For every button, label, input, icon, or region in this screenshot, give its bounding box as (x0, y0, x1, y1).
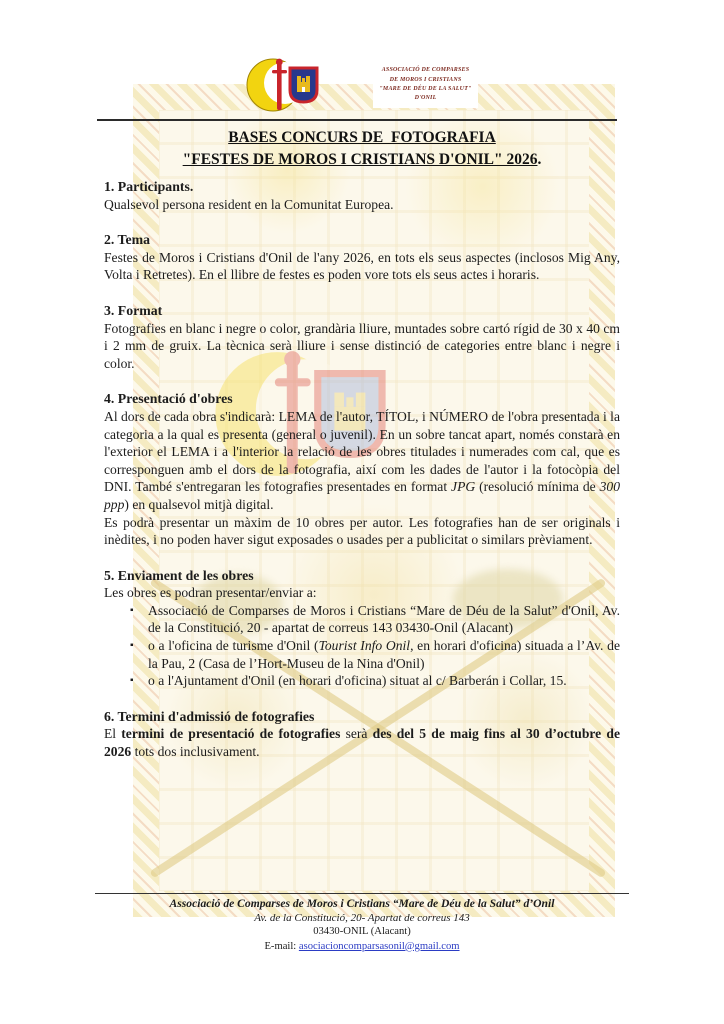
delivery-options-list (104, 602, 620, 690)
bullet-icon: ▪ (130, 640, 134, 652)
email-label: E-mail: (264, 940, 299, 952)
section-heading: 1. Participants. (104, 179, 194, 194)
section-paragraph: Qualsevol persona resident en la Comunitat Europea. (104, 196, 394, 212)
section-heading: 3. Format (104, 302, 163, 318)
association-name-line: D'ONIL (414, 95, 437, 102)
title-line-2: "FESTES DE MOROS I CRISTIANS D'ONIL" 2026 (182, 151, 538, 169)
section-participants (104, 178, 620, 213)
crescent-cross-shield-icon (246, 56, 372, 114)
association-name-block (373, 62, 477, 107)
email-link[interactable]: asociacioncomparsasonil@gmail.com (298, 940, 460, 952)
list-item: ▪ Associació de Comparses de Moros i Cristians “Mare de Déu de la Salut” d'Onil, Av. de la Constitució, 20 - apartat de correus 143 03430-Onil (Alacant) (130, 602, 620, 636)
association-name-line: "MARE DE DÉU DE LA SALUT" (379, 86, 472, 92)
bullet-icon: ▪ (130, 675, 134, 687)
footer-association-name: Associació de Comparses de Moros i Cristians “Mare de Déu de la Salut” d’Onil (169, 897, 555, 910)
section-paragraph: El termini de presentació de fotografies serà des del 5 de maig fins al 30 d’octubre de 2026 tots dos inclusivament. (104, 726, 620, 760)
page-title (0, 127, 724, 172)
section-presentacio (104, 390, 620, 548)
document-body (104, 178, 620, 761)
section-format (104, 302, 620, 372)
list-item: ▪ o a l'oficina de turisme d'Onil (Tourist Info Onil, en horari d'oficina) situada a l’Av. de la Pau, 2 (Casa de l’Hort-Museu de la Nina d'Onil) (130, 638, 620, 671)
footer-city: 03430-ONIL (Alacant) (313, 926, 411, 938)
section-paragraph: Es podrà presentar un màxim de 10 obres per autor. Les fotografies han de ser originals i inèdites, i no poden haver sigut exposades o usades per a publicitat o similars prèviament. (104, 514, 620, 548)
footer-address: Av. de la Constitució, 20- Apartat de correus 143 (254, 912, 470, 925)
section-heading: 6. Termini d'admissió de fotografies (104, 708, 315, 724)
bullet-icon: ▪ (130, 604, 134, 616)
title-line-1: BASES CONCURS DE FOTOGRAFIA (228, 129, 496, 146)
header-divider-line (97, 119, 617, 121)
section-heading: 5. Enviament de les obres (104, 567, 254, 583)
section-termini (104, 708, 620, 761)
section-paragraph: Al dors de cada obra s'indicarà: LEMA de l'autor, TÍTOL, i NÚMERO de l'obra presentada i la categoria a la qual es presenta (general o juvenil). En un sobre tancat apart, només constarà en l'exterior el LEMA i a l'interior la relació de les obres titulades i numerades com cal, que es corresponguen amb el dors de la fotografia, així com les dades de l'autor i la fotocòpia del DNI. També s'entregaran les fotografies presentades en format JPG (resolució mínima de 300 ppp) en qualsevol mitjà digital. (104, 408, 621, 512)
association-name-line: DE MOROS I CRISTIANS (389, 76, 462, 83)
title-period: . (537, 151, 542, 169)
association-logo (0, 56, 724, 114)
section-tema (104, 231, 620, 284)
list-item: ▪ o a l'Ajuntament d'Onil (en horari d'oficina) situat al c/ Barberán i Collar, 15. (130, 673, 567, 689)
section-paragraph: Festes de Moros i Cristians d'Onil de l'any 2026, en tots els seus aspectes (inclosos Mig Any, Volta i Retretes). En el llibre de festes es poden vore tots els seus actes i horaris. (104, 249, 620, 283)
footer-email-line (95, 940, 629, 954)
section-paragraph: Fotografies en blanc i negre o color, grandària lliure, muntades sobre cartó rígid de 30 x 40 cm i 2 mm de gruix. La tècnica serà lliure i sense distinció de categories entre blanc i negre i color. (104, 320, 620, 371)
page-footer (95, 893, 629, 954)
association-name-line: ASSOCIACIÓ DE COMPARSES (381, 67, 470, 74)
section-heading: 4. Presentació d'obres (104, 391, 233, 407)
section-enviament (104, 567, 620, 690)
section-heading: 2. Tema (104, 232, 150, 248)
section-paragraph: Les obres es podran presentar/enviar a: (104, 585, 317, 601)
